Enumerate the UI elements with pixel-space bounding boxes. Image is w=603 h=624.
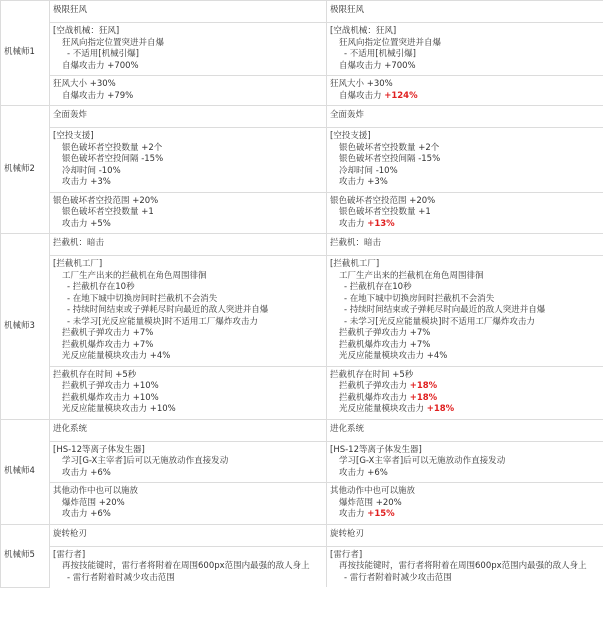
- effect-cell-left: [50, 23, 327, 76]
- effect-line: [53, 468, 323, 480]
- effect-text: 攻击力 +6%: [62, 467, 111, 478]
- effect-line: [330, 456, 600, 468]
- effect-line: [330, 509, 600, 521]
- effect-line: [53, 91, 323, 103]
- effect-text: [空投支援]: [330, 131, 371, 141]
- effect-text: 狂风向指定位置突进并自爆: [339, 37, 442, 48]
- effect-cell-right: [327, 76, 603, 106]
- effect-cell-left: [50, 366, 327, 419]
- effect-cell-left: [50, 546, 327, 587]
- effect-text: [雷行者]: [53, 549, 86, 560]
- effect-line: [330, 26, 600, 38]
- effect-text: [拦截机工厂]: [330, 259, 380, 269]
- effect-line: [330, 561, 600, 573]
- effect-line: [330, 49, 600, 61]
- effect-line: [53, 219, 323, 231]
- effect-text: [拦截机工厂]: [53, 259, 103, 269]
- effect-text: 银色破坏者空投数量 +2个: [339, 142, 440, 153]
- effect-text: - 不适用[机械引爆]: [344, 49, 416, 59]
- effect-text: - 在地下城中切换房间时拦截机不会消失: [344, 293, 495, 304]
- effect-line: [330, 404, 600, 416]
- effect-text: 攻击力 +3%: [339, 177, 388, 187]
- effect-text: [雷行者]: [330, 549, 363, 560]
- effect-text: [空战机械：狂风]: [53, 26, 120, 36]
- skill-name-right: 拦截机：暗击: [327, 234, 603, 256]
- effect-cell-left: [50, 192, 327, 234]
- effect-text: 爆炸范围 +20%: [62, 497, 125, 508]
- effect-text: 拦截机子弹攻击力: [339, 381, 410, 391]
- effect-line: [53, 573, 323, 585]
- skill-name-right: 进化系统: [327, 419, 603, 441]
- upgraded-value: +13%: [367, 218, 395, 229]
- effect-text: 爆炸范围 +20%: [339, 497, 402, 508]
- effect-line: [330, 207, 600, 219]
- effect-line: [330, 177, 600, 189]
- effect-text: 银色破坏者空投数量 +1: [339, 207, 431, 217]
- effect-line: [53, 340, 323, 352]
- effect-text: 自爆攻击力 +700%: [62, 60, 139, 71]
- effect-line: [330, 38, 600, 50]
- upgraded-value: +15%: [367, 509, 395, 519]
- effect-text: 拦截机爆炸攻击力: [339, 392, 410, 403]
- effect-cell-right: [327, 441, 603, 483]
- effect-line: [53, 294, 323, 306]
- effect-text: 拦截机存在时间 +5秒: [330, 369, 414, 380]
- skill-name-left: 全面轰炸: [50, 106, 327, 128]
- effect-line: [330, 498, 600, 510]
- effect-text: [空战机械：狂风]: [330, 26, 397, 36]
- effect-text: 工厂生产出来的拦截机在角色周围徘徊: [339, 270, 484, 281]
- effect-text: 攻击力: [339, 509, 368, 519]
- effect-line: [53, 381, 323, 393]
- effect-text: 拦截机子弹攻击力 +10%: [62, 381, 159, 391]
- effect-cell-left: [50, 483, 327, 525]
- effect-line: [330, 79, 600, 91]
- effect-line: [330, 282, 600, 294]
- effect-line: [330, 486, 600, 498]
- row-label: 机械师3: [1, 234, 50, 420]
- effect-line: [53, 498, 323, 510]
- effect-line: [53, 328, 323, 340]
- effect-line: [330, 340, 600, 352]
- effect-text: 银色破坏者空投数量 +2个: [62, 142, 163, 153]
- effect-line: [330, 294, 600, 306]
- effect-cell-right: [327, 366, 603, 419]
- effect-text: - 不适用[机械引爆]: [67, 49, 139, 59]
- skill-name-right: 极限狂风: [327, 1, 603, 23]
- effect-line: [53, 351, 323, 363]
- effect-line: [53, 131, 323, 143]
- effect-cell-left: [50, 76, 327, 106]
- effect-text: 拦截机爆炸攻击力 +7%: [339, 339, 431, 350]
- effect-text: 工厂生产出来的拦截机在角色周围徘徊: [62, 270, 207, 281]
- upgraded-value: +18%: [426, 404, 455, 414]
- upgraded-value: +18%: [409, 392, 438, 403]
- effect-line: [330, 143, 600, 155]
- effect-line: [53, 561, 323, 573]
- effect-line: [330, 154, 600, 166]
- effect-text: 银色破坏者空投范围 +20%: [53, 195, 159, 206]
- skill-name-left: 拦截机：暗击: [50, 234, 327, 256]
- effect-line: [330, 91, 600, 103]
- effect-cell-left: [50, 441, 327, 483]
- effect-text: 拦截机子弹攻击力 +7%: [339, 328, 431, 338]
- effect-text: 自爆攻击力 +700%: [339, 60, 416, 71]
- effect-line: [53, 207, 323, 219]
- effect-line: [53, 26, 323, 38]
- effect-line: [53, 143, 323, 155]
- effect-text: [空投支援]: [53, 131, 94, 141]
- effect-text: 光反应能量模块攻击力 +10%: [62, 404, 176, 414]
- effect-text: 银色破坏者空投间隔 -15%: [339, 154, 441, 164]
- upgraded-value: +18%: [409, 381, 438, 391]
- effect-line: [330, 196, 600, 208]
- row-label: 机械师5: [1, 524, 50, 587]
- skill-name-left: 进化系统: [50, 419, 327, 441]
- effect-text: 银色破坏者空投范围 +20%: [330, 195, 436, 206]
- effect-line: [53, 166, 323, 178]
- effect-text: 学习[G-X主宰者]后可以无施放动作直接发动: [339, 456, 506, 466]
- effect-line: [53, 456, 323, 468]
- skill-name-right: 旋转枪刃: [327, 524, 603, 546]
- effect-cell-right: [327, 192, 603, 234]
- effect-line: [53, 271, 323, 283]
- effect-text: 学习[G-X主宰者]后可以无施放动作直接发动: [62, 456, 229, 466]
- effect-text: 其他动作中也可以施放: [53, 486, 139, 496]
- effect-line: [330, 328, 600, 340]
- effect-line: [330, 259, 600, 271]
- effect-line: [53, 404, 323, 416]
- effect-text: - 持续时间结束或子弹耗尽时向最近的敌人突进并自爆: [344, 305, 546, 315]
- effect-cell-right: [327, 256, 603, 367]
- effect-line: [53, 393, 323, 405]
- effect-line: [53, 282, 323, 294]
- effect-cell-left: [50, 256, 327, 367]
- effect-line: [53, 196, 323, 208]
- effect-line: [330, 317, 600, 329]
- effect-line: [330, 393, 600, 405]
- effect-line: [330, 381, 600, 393]
- effect-cell-right: [327, 128, 603, 193]
- effect-text: 光反应能量模块攻击力: [339, 404, 427, 414]
- effect-cell-left: [50, 128, 327, 193]
- effect-line: [330, 61, 600, 73]
- skill-name-right: 全面轰炸: [327, 106, 603, 128]
- effect-text: - 未学习[光反应能量模块]时不适用工厂爆炸攻击力: [67, 316, 258, 327]
- effect-text: 冷却时间 -10%: [339, 165, 398, 176]
- effect-line: [330, 219, 600, 231]
- effect-text: - 雷行者附着时减少攻击范围: [67, 572, 175, 583]
- effect-line: [53, 259, 323, 271]
- row-label: 机械师1: [1, 1, 50, 106]
- row-label: 机械师2: [1, 106, 50, 234]
- effect-text: [HS-12等离子体发生器]: [330, 444, 422, 455]
- effect-text: 银色破坏者空投数量 +1: [62, 207, 154, 217]
- effect-text: - 雷行者附着时减少攻击范围: [344, 572, 452, 583]
- effect-text: - 未学习[光反应能量模块]时不适用工厂爆炸攻击力: [344, 316, 535, 327]
- row-label: 机械师4: [1, 419, 50, 524]
- effect-cell-right: [327, 23, 603, 76]
- effect-text: 冷却时间 -10%: [62, 165, 121, 176]
- effect-line: [53, 486, 323, 498]
- effect-text: 攻击力 +6%: [339, 467, 388, 478]
- effect-text: 狂风大小 +30%: [53, 79, 116, 89]
- effect-line: [53, 550, 323, 562]
- effect-line: [53, 317, 323, 329]
- skill-name-left: 旋转枪刃: [50, 524, 327, 546]
- effect-line: [330, 351, 600, 363]
- effect-line: [330, 573, 600, 585]
- effect-text: 自爆攻击力: [339, 90, 385, 101]
- effect-line: [330, 370, 600, 382]
- effect-line: [330, 305, 600, 317]
- effect-line: [53, 445, 323, 457]
- effect-line: [53, 177, 323, 189]
- effect-cell-right: [327, 546, 603, 587]
- effect-text: - 在地下城中切换房间时拦截机不会消失: [67, 293, 218, 304]
- effect-text: 再按技能键时，雷行者将附着在周围600px范围内最强的敌人身上: [62, 561, 310, 571]
- effect-text: 拦截机子弹攻击力 +7%: [62, 328, 154, 338]
- effect-line: [330, 271, 600, 283]
- effect-line: [330, 468, 600, 480]
- effect-text: 再按技能键时，雷行者将附着在周围600px范围内最强的敌人身上: [339, 561, 587, 571]
- effect-line: [53, 61, 323, 73]
- effect-line: [53, 38, 323, 50]
- effect-cell-right: [327, 483, 603, 525]
- effect-text: - 拦截机存在10秒: [344, 282, 412, 292]
- effect-text: - 持续时间结束或子弹耗尽时向最近的敌人突进并自爆: [67, 305, 269, 315]
- effect-line: [53, 49, 323, 61]
- effect-line: [330, 166, 600, 178]
- effect-text: 拦截机爆炸攻击力 +7%: [62, 339, 154, 350]
- effect-line: [53, 154, 323, 166]
- effect-text: 攻击力: [339, 218, 368, 229]
- effect-text: 攻击力 +5%: [62, 218, 111, 229]
- effect-line: [330, 445, 600, 457]
- effect-line: [330, 550, 600, 562]
- effect-text: 拦截机爆炸攻击力 +10%: [62, 392, 159, 403]
- effect-line: [53, 79, 323, 91]
- effect-text: 攻击力 +3%: [62, 177, 111, 187]
- effect-line: [330, 131, 600, 143]
- effect-text: 光反应能量模块攻击力 +4%: [339, 351, 448, 361]
- effect-line: [53, 509, 323, 521]
- skill-name-left: 极限狂风: [50, 1, 327, 23]
- effect-text: 自爆攻击力 +79%: [62, 90, 134, 101]
- effect-line: [53, 305, 323, 317]
- effect-line: [53, 370, 323, 382]
- effect-text: [HS-12等离子体发生器]: [53, 444, 145, 455]
- effect-text: 攻击力 +6%: [62, 509, 111, 519]
- effect-text: 拦截机存在时间 +5秒: [53, 369, 137, 380]
- upgraded-value: +124%: [384, 90, 418, 101]
- effect-text: - 拦截机存在10秒: [67, 282, 135, 292]
- effect-text: 狂风向指定位置突进并自爆: [62, 37, 165, 48]
- effect-text: 光反应能量模块攻击力 +4%: [62, 351, 171, 361]
- effect-text: 银色破坏者空投间隔 -15%: [62, 154, 164, 164]
- effect-text: 狂风大小 +30%: [330, 79, 393, 89]
- effect-text: 其他动作中也可以施放: [330, 486, 416, 496]
